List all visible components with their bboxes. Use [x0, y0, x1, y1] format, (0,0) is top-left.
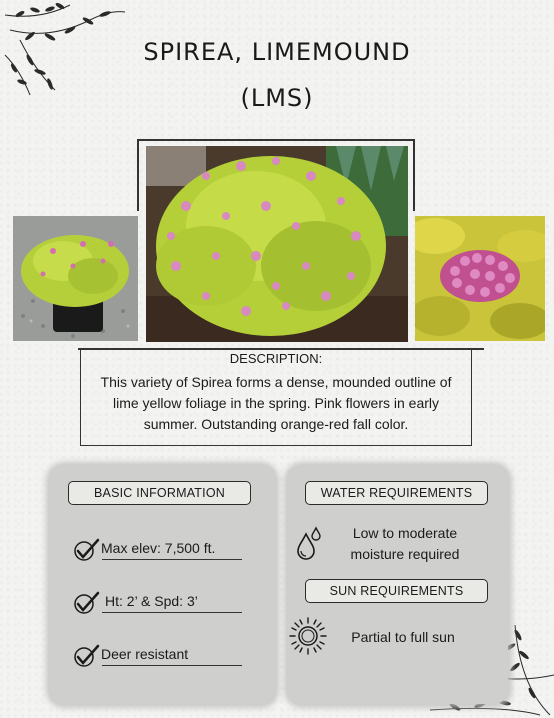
max-elevation-underline [102, 559, 242, 560]
basic-information-heading: BASIC INFORMATION [68, 481, 251, 505]
page-subtitle-code: (LMS) [240, 84, 314, 112]
spirea-garden-photo [146, 146, 408, 342]
photo-frame-right-line [413, 139, 415, 211]
description-text: This variety of Spirea forms a dense, mounded outline of lime yellow foliage in the spring. Pink flowers in early summer. Outstanding orange-red fall color. [100, 374, 452, 432]
sun-requirements-heading: SUN REQUIREMENTS [305, 579, 488, 603]
checkmark-circle-icon [72, 590, 102, 616]
sun-requirements-text: Partial to full sun [351, 629, 455, 645]
water-drops-icon [294, 526, 324, 562]
water-requirements-text: Low to moderate moisture required [350, 525, 460, 562]
max-elevation-text: Max elev: 7,500 ft. [101, 540, 216, 556]
height-spread-underline [102, 612, 242, 613]
checkmark-circle-icon [72, 643, 102, 669]
potted-shrub-photo [13, 216, 138, 341]
spirea-flower-closeup-photo [415, 216, 545, 341]
photo-frame-top-line [137, 139, 415, 141]
water-requirements-heading: WATER REQUIREMENTS [305, 481, 488, 505]
photo-frame-left-line [137, 139, 139, 211]
checkmark-circle-icon [72, 537, 102, 563]
sun-icon [288, 616, 328, 656]
height-spread-text: Ht: 2’ & Spd: 3’ [105, 593, 198, 609]
deer-resistant-underline [102, 665, 242, 666]
description-heading: DESCRIPTION: [229, 351, 323, 366]
page-title: SPIREA, LIMEMOUND [143, 38, 411, 66]
deer-resistant-text: Deer resistant [101, 646, 189, 662]
